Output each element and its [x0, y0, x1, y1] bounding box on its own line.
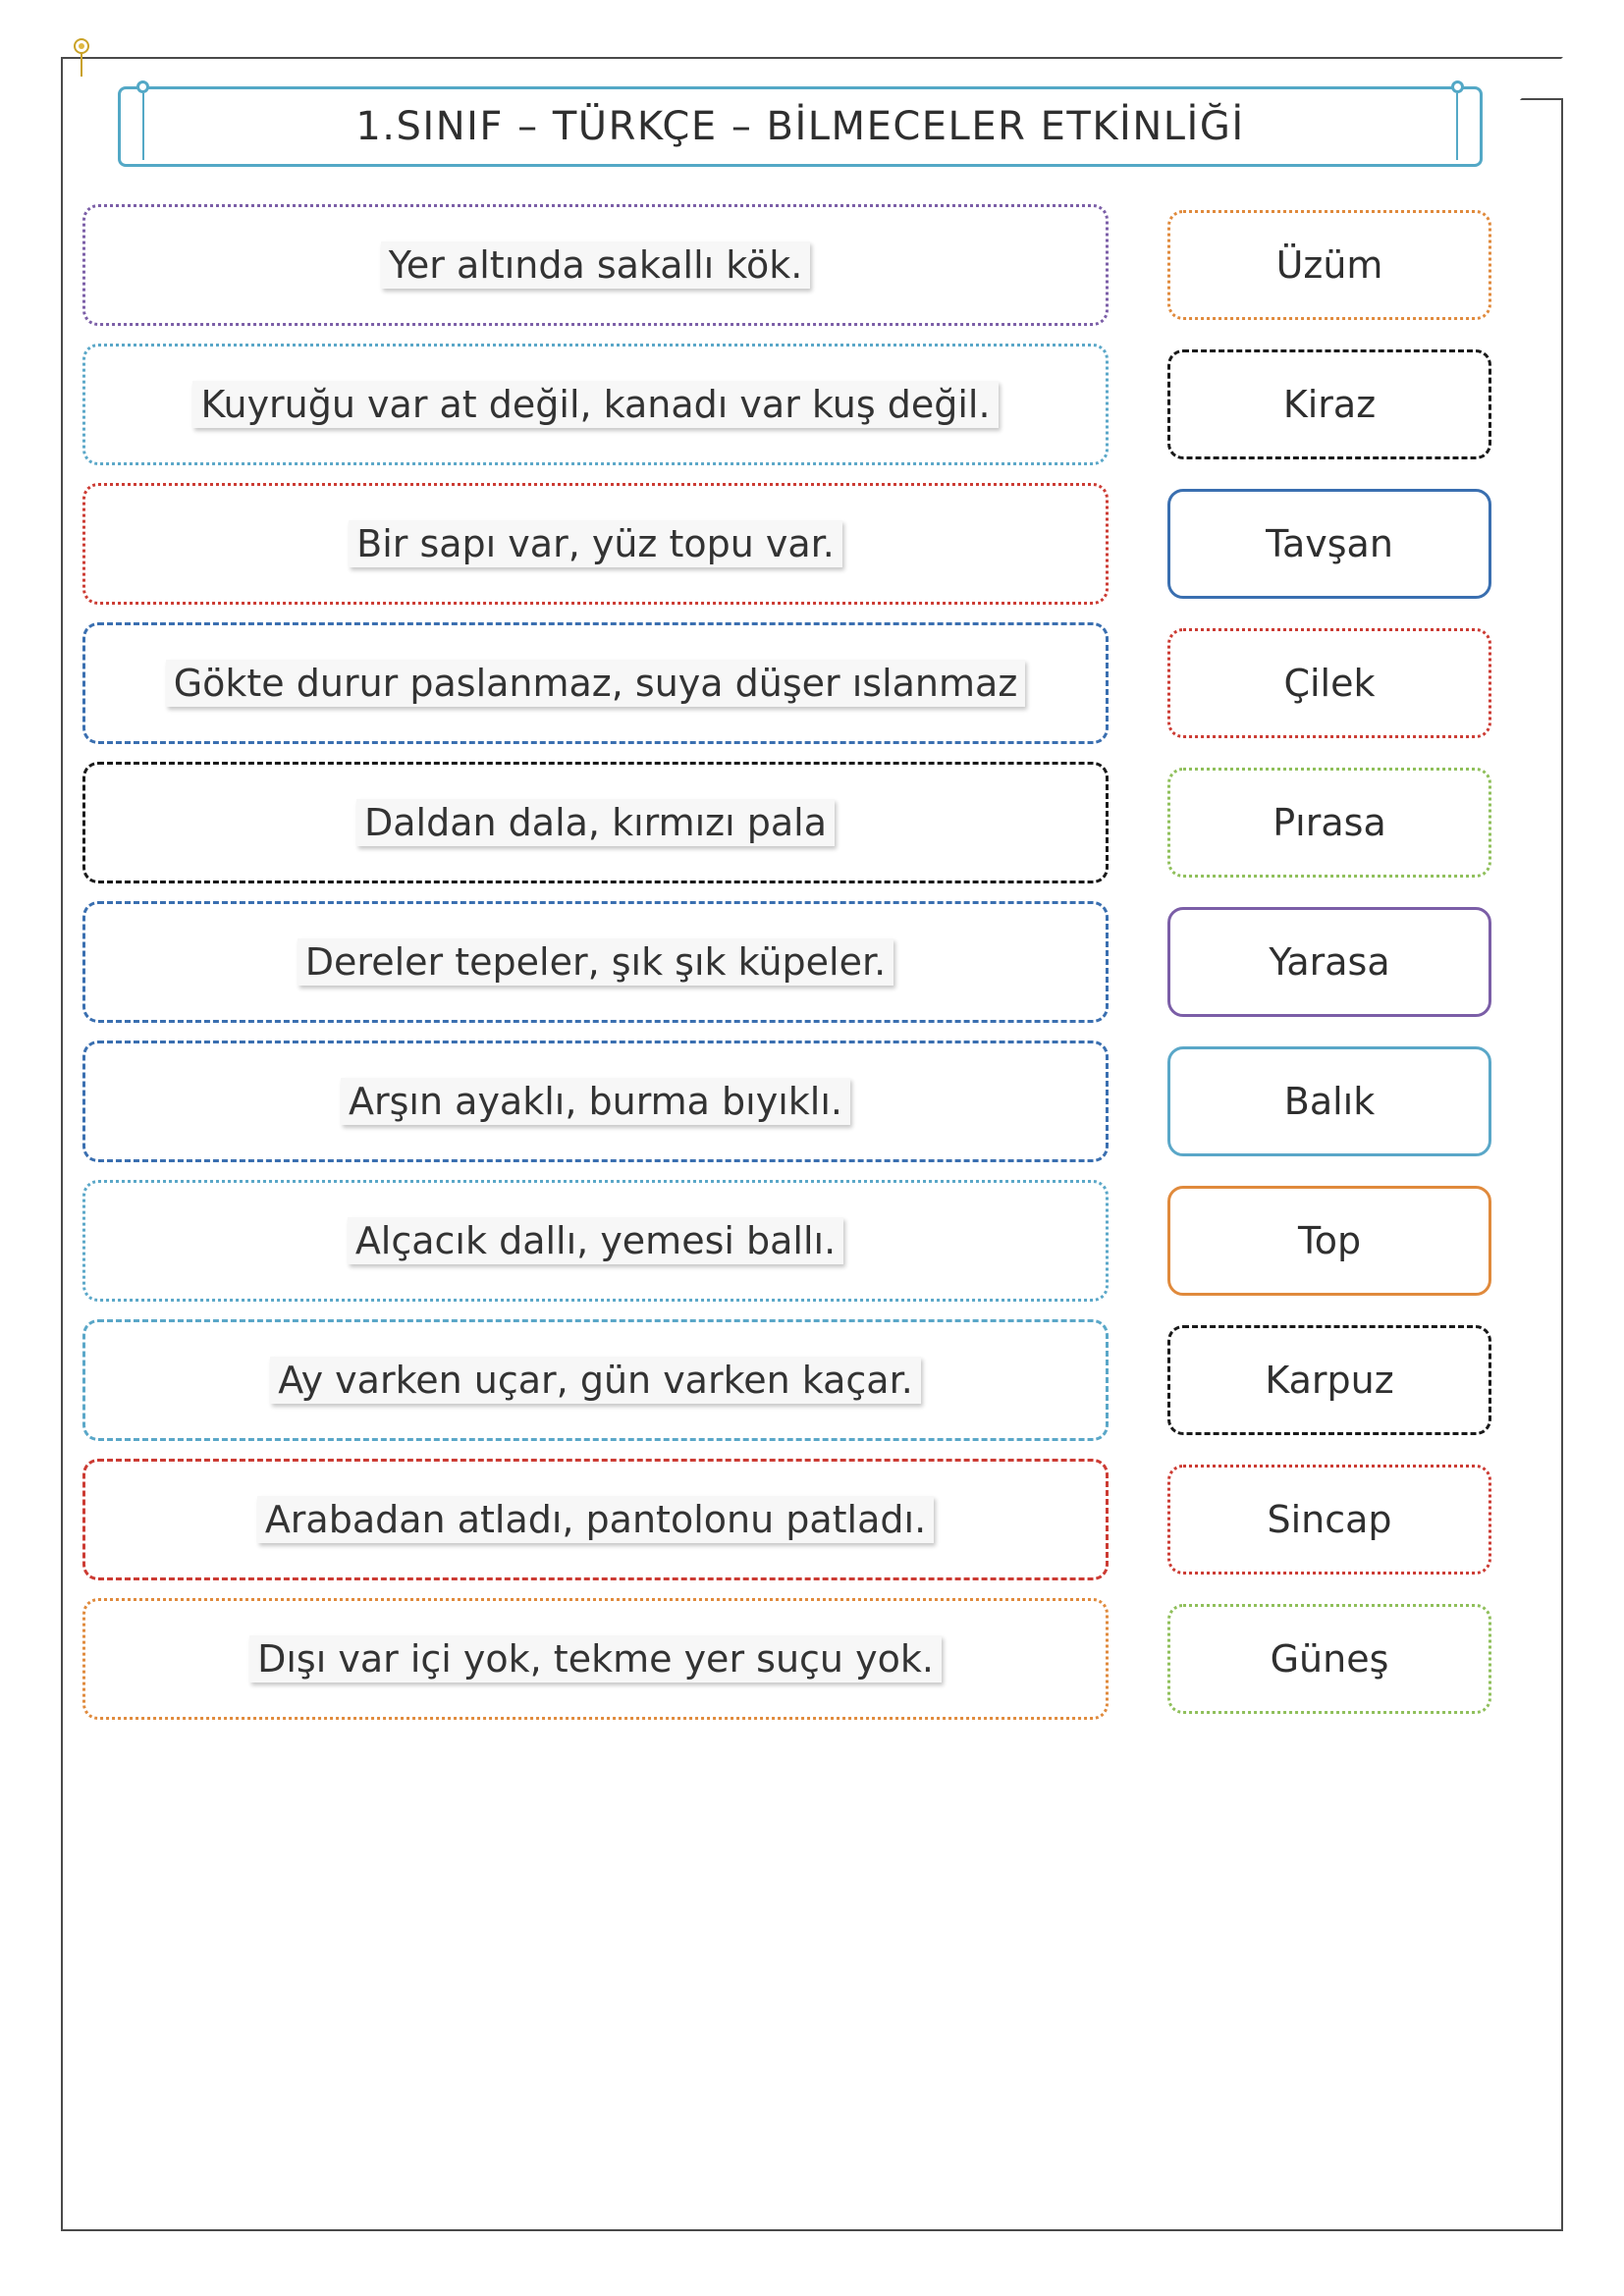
matching-row — [82, 1598, 1542, 1720]
answer-text: Top — [1297, 1219, 1362, 1262]
answer-text: Tavşan — [1266, 522, 1393, 565]
answer-text: Pırasa — [1272, 801, 1386, 844]
answer-card[interactable] — [1167, 628, 1491, 738]
answer-card[interactable] — [1167, 1046, 1491, 1156]
riddle-card[interactable] — [82, 1459, 1109, 1580]
worksheet-title-box — [118, 86, 1483, 167]
answer-text: Sincap — [1267, 1498, 1392, 1541]
matching-row — [82, 204, 1542, 326]
matching-row — [82, 1041, 1542, 1162]
answer-card[interactable] — [1167, 1186, 1491, 1296]
riddle-card[interactable] — [82, 1180, 1109, 1302]
riddle-text: Gökte durur paslanmaz, suya düşer ıslanmaz — [166, 660, 1026, 707]
answer-text: Güneş — [1270, 1637, 1389, 1681]
matching-row — [82, 762, 1542, 883]
pushpin-icon — [71, 37, 92, 80]
riddle-text: Arşın ayaklı, burma bıyıklı. — [341, 1078, 850, 1125]
riddle-text: Dışı var içi yok, tekme yer suçu yok. — [249, 1635, 942, 1682]
riddle-text: Kuyruğu var at değil, kanadı var kuş değil. — [192, 381, 998, 428]
matching-row — [82, 483, 1542, 605]
riddle-text: Yer altında sakallı kök. — [381, 241, 811, 289]
matching-row — [82, 344, 1542, 465]
matching-row — [82, 1180, 1542, 1302]
riddle-card[interactable] — [82, 483, 1109, 605]
riddle-text: Daldan dala, kırmızı pala — [356, 799, 835, 846]
answer-text: Karpuz — [1265, 1359, 1394, 1402]
title-decor-left — [142, 93, 144, 160]
riddle-text: Ay varken uçar, gün varken kaçar. — [270, 1357, 921, 1404]
answer-text: Balık — [1283, 1080, 1376, 1123]
answer-text: Çilek — [1283, 662, 1376, 705]
riddle-card[interactable] — [82, 622, 1109, 744]
riddle-text: Arabadan atladı, pantolonu patladı. — [257, 1496, 934, 1543]
riddle-card[interactable] — [82, 762, 1109, 883]
answer-text: Üzüm — [1275, 243, 1383, 287]
riddle-card[interactable] — [82, 1041, 1109, 1162]
matching-row — [82, 901, 1542, 1023]
worksheet-page — [61, 57, 1563, 2231]
riddle-card[interactable] — [82, 1319, 1109, 1441]
page-fold-corner — [1520, 57, 1563, 100]
riddle-card[interactable] — [82, 204, 1109, 326]
answer-card[interactable] — [1167, 768, 1491, 878]
answer-card[interactable] — [1167, 907, 1491, 1017]
answer-text: Yarasa — [1269, 940, 1390, 984]
matching-row — [82, 622, 1542, 744]
title-decor-right — [1456, 93, 1458, 160]
riddle-card[interactable] — [82, 901, 1109, 1023]
answer-card[interactable] — [1167, 1465, 1491, 1575]
riddle-card[interactable] — [82, 1598, 1109, 1720]
answer-card[interactable] — [1167, 210, 1491, 320]
answer-card[interactable] — [1167, 349, 1491, 459]
matching-row — [82, 1459, 1542, 1580]
matching-row — [82, 1319, 1542, 1441]
page-title: 1.SINIF – TÜRKÇE – BİLMECELER ETKİNLİĞİ — [355, 104, 1245, 149]
matching-activity — [63, 204, 1561, 1720]
answer-card[interactable] — [1167, 489, 1491, 599]
riddle-text: Alçacık dallı, yemesi ballı. — [348, 1217, 843, 1264]
answer-text: Kiraz — [1282, 383, 1377, 426]
answer-card[interactable] — [1167, 1325, 1491, 1435]
riddle-text: Bir sapı var, yüz topu var. — [349, 520, 842, 567]
riddle-text: Dereler tepeler, şık şık küpeler. — [298, 938, 893, 986]
riddle-card[interactable] — [82, 344, 1109, 465]
answer-card[interactable] — [1167, 1604, 1491, 1714]
